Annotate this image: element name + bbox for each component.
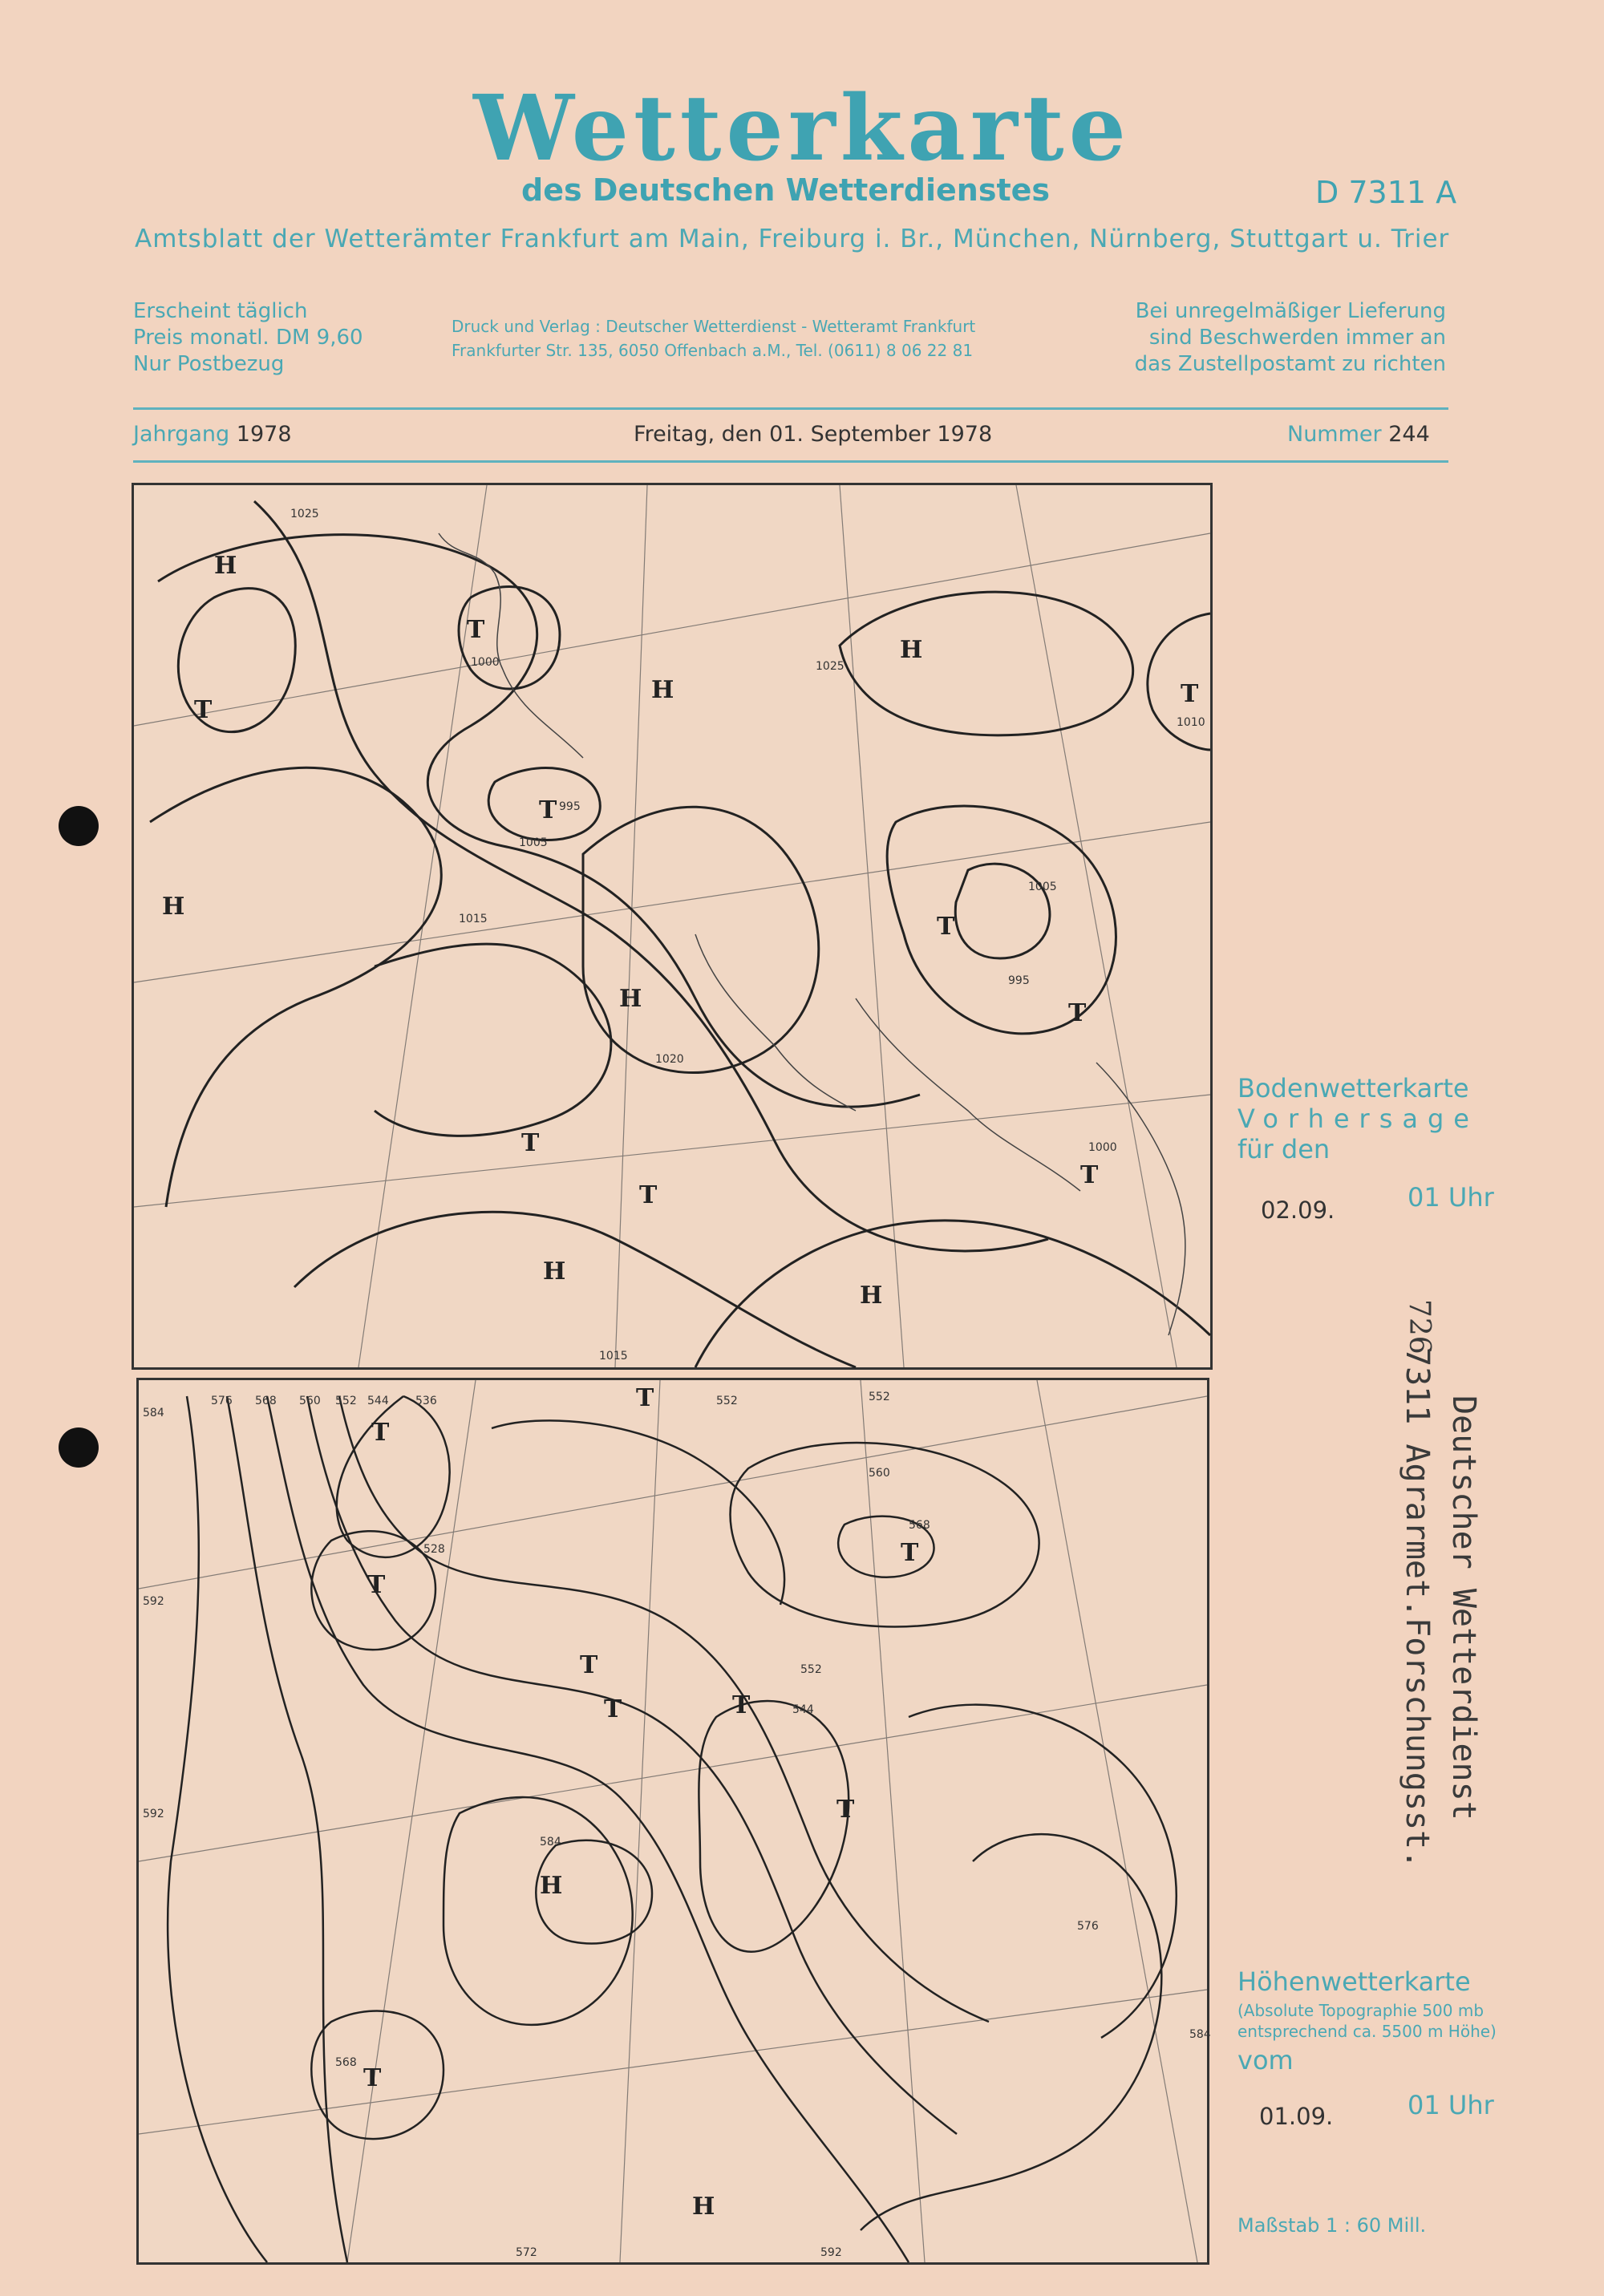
svg-text:592: 592 xyxy=(143,1595,164,1608)
svg-text:T: T xyxy=(639,1181,658,1209)
svg-text:T: T xyxy=(367,1571,386,1599)
svg-text:T: T xyxy=(937,913,955,941)
svg-text:1015: 1015 xyxy=(599,1350,628,1363)
upper-air-map xyxy=(136,1378,1209,2265)
svg-text:T: T xyxy=(1181,680,1199,708)
caption-line: für den xyxy=(1237,1134,1331,1164)
amtsblatt-line: Amtsblatt der Wetterämter Frankfurt am Main, Freiburg i. Br., München, Nürnberg, Stuttgart u. Trier xyxy=(135,225,1450,253)
svg-text:995: 995 xyxy=(1008,974,1030,987)
svg-text:T: T xyxy=(732,1691,751,1719)
svg-text:T: T xyxy=(636,1384,654,1412)
svg-text:584: 584 xyxy=(143,1407,164,1419)
svg-text:H: H xyxy=(162,893,185,921)
svg-text:995: 995 xyxy=(559,800,581,813)
svg-text:H: H xyxy=(651,676,674,704)
upper-caption-title: Höhenwetterkarte xyxy=(1237,1966,1471,1997)
page-title: Wetterkarte xyxy=(473,76,1131,181)
info-line: Preis monatl. DM 9,60 xyxy=(133,326,363,350)
jahrgang-label: Jahrgang xyxy=(133,422,230,447)
svg-text:1005: 1005 xyxy=(1028,881,1057,893)
info-line: das Zustellpostamt zu richten xyxy=(1134,352,1446,376)
nummer-value: 244 xyxy=(1388,422,1430,447)
svg-text:584: 584 xyxy=(1189,2028,1211,2041)
svg-text:H: H xyxy=(214,552,237,580)
jahrgang-value: 1978 xyxy=(236,422,292,447)
upper-caption-detail xyxy=(1237,2000,1497,2042)
divider xyxy=(133,460,1448,463)
issue-date: Freitag, den 01. September 1978 xyxy=(634,422,993,447)
caption-line: Bodenwetterkarte xyxy=(1237,1073,1469,1103)
info-line: Bei unregelmäßiger Lieferung xyxy=(1135,299,1446,323)
svg-text:T: T xyxy=(901,1539,919,1567)
svg-text:552: 552 xyxy=(335,1395,357,1407)
stamp-line-1: Deutscher Wetterdienst xyxy=(1445,1395,1482,1820)
svg-text:T: T xyxy=(521,1129,540,1157)
svg-text:592: 592 xyxy=(820,2246,842,2259)
svg-text:552: 552 xyxy=(869,1391,890,1403)
map-scale: Maßstab 1 : 60 Mill. xyxy=(1237,2214,1427,2237)
svg-text:1025: 1025 xyxy=(290,508,319,520)
svg-text:568: 568 xyxy=(255,1395,277,1407)
handwritten-number: 726 xyxy=(1403,1299,1436,1355)
svg-text:T: T xyxy=(371,1419,390,1447)
upper-map-graphic xyxy=(139,1380,1211,2262)
svg-text:584: 584 xyxy=(540,1836,561,1849)
svg-text:1010: 1010 xyxy=(1177,716,1205,729)
svg-text:T: T xyxy=(467,616,485,644)
caption-line: (Absolute Topographie 500 mb xyxy=(1237,2001,1485,2020)
upper-caption-vom: vom xyxy=(1237,2045,1294,2075)
stamp-line-2: 7311 Agrarmet.Forschungsst. xyxy=(1399,1347,1436,1869)
svg-text:568: 568 xyxy=(335,2056,357,2069)
svg-text:1025: 1025 xyxy=(816,660,845,673)
svg-text:536: 536 xyxy=(415,1395,437,1407)
issue-number xyxy=(1287,422,1430,447)
svg-text:T: T xyxy=(604,1695,622,1723)
svg-text:1020: 1020 xyxy=(655,1053,684,1066)
publisher-subtitle: des Deutschen Wetterdienstes xyxy=(521,172,1051,208)
upper-time: 01 Uhr xyxy=(1408,2090,1494,2120)
svg-text:H: H xyxy=(900,636,923,664)
caption-line: Vorhersage xyxy=(1237,1103,1479,1134)
surface-weather-map xyxy=(132,483,1213,1370)
svg-text:T: T xyxy=(580,1651,598,1679)
surface-date: 02.09. xyxy=(1261,1197,1335,1224)
publication-code: D 7311 A xyxy=(1315,175,1457,210)
svg-text:544: 544 xyxy=(367,1395,389,1407)
svg-text:T: T xyxy=(1080,1161,1099,1189)
svg-text:552: 552 xyxy=(716,1395,738,1407)
subscription-info xyxy=(133,298,363,378)
svg-text:528: 528 xyxy=(423,1543,445,1556)
surface-caption xyxy=(1237,1073,1479,1164)
svg-text:576: 576 xyxy=(211,1395,233,1407)
svg-text:1000: 1000 xyxy=(1088,1141,1117,1154)
svg-text:576: 576 xyxy=(1077,1920,1099,1933)
punch-hole xyxy=(59,806,99,846)
svg-text:568: 568 xyxy=(909,1519,930,1532)
svg-text:H: H xyxy=(860,1282,883,1310)
svg-text:592: 592 xyxy=(143,1808,164,1820)
caption-line: entsprechend ca. 5500 m Höhe) xyxy=(1237,2022,1497,2041)
publisher-info xyxy=(452,314,975,362)
svg-text:H: H xyxy=(540,1872,563,1900)
info-line: Nur Postbezug xyxy=(133,352,285,376)
surface-time: 01 Uhr xyxy=(1408,1182,1494,1213)
divider xyxy=(133,407,1448,410)
svg-text:T: T xyxy=(539,796,557,824)
svg-text:1015: 1015 xyxy=(459,913,488,925)
svg-text:1000: 1000 xyxy=(471,656,500,669)
upper-date: 01.09. xyxy=(1259,2103,1334,2130)
svg-text:544: 544 xyxy=(792,1703,814,1716)
svg-text:H: H xyxy=(543,1257,566,1286)
info-line: Frankfurter Str. 135, 6050 Offenbach a.M., Tel. (0611) 8 06 22 81 xyxy=(452,341,974,360)
info-line: sind Beschwerden immer an xyxy=(1148,326,1446,350)
jahrgang xyxy=(133,422,292,447)
nummer-label: Nummer xyxy=(1287,422,1382,447)
info-line: Druck und Verlag : Deutscher Wetterdienst - Wetteramt Frankfurt xyxy=(452,317,976,336)
svg-text:552: 552 xyxy=(800,1663,822,1676)
svg-text:560: 560 xyxy=(869,1467,890,1480)
svg-text:T: T xyxy=(836,1796,855,1824)
surface-map-graphic xyxy=(134,485,1210,1367)
svg-text:560: 560 xyxy=(299,1395,321,1407)
svg-text:T: T xyxy=(363,2064,382,2092)
info-line: Erscheint täglich xyxy=(133,299,308,323)
svg-text:T: T xyxy=(1068,999,1087,1027)
svg-text:H: H xyxy=(692,2193,715,2221)
svg-text:T: T xyxy=(194,696,213,724)
svg-text:1005: 1005 xyxy=(519,836,548,849)
delivery-info xyxy=(1043,298,1446,378)
svg-text:572: 572 xyxy=(516,2246,537,2259)
punch-hole xyxy=(59,1427,99,1468)
svg-text:H: H xyxy=(619,985,642,1013)
